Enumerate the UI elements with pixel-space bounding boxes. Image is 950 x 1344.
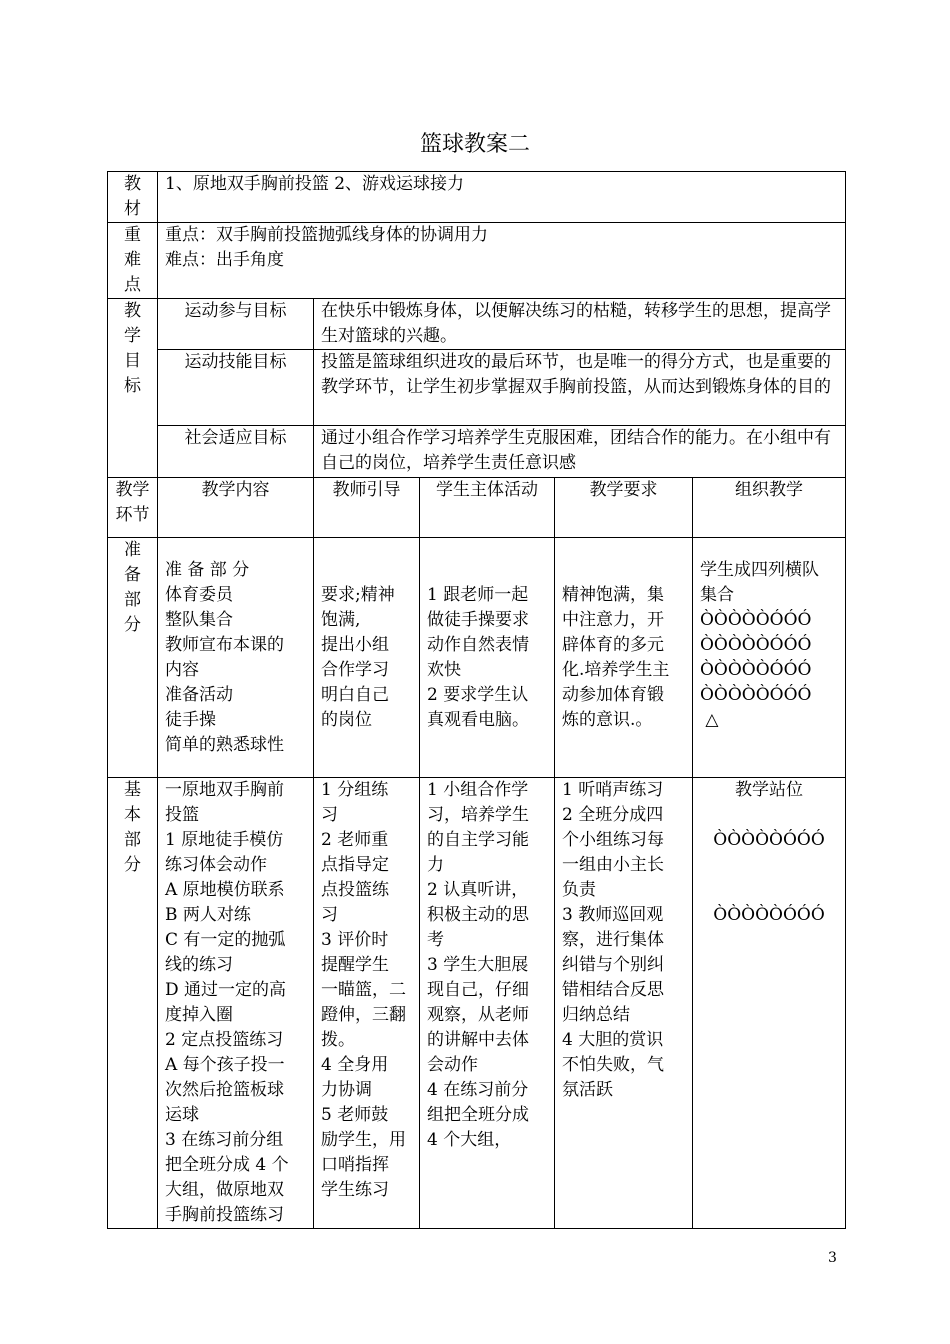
header-content: 教学内容 [158,478,314,538]
key-points-text: 重点：双手胸前投篮抛弧线身体的协调用力 难点：出手角度 [158,223,846,299]
material-label: 教 材 [108,172,158,223]
goal-row-social [108,426,846,478]
goal-row-participation [108,299,846,350]
basic-student: 1 小组合作学 习，培养学生 的自主学习能 力 2 认真听讲， 积极主动的思 考 3 学生大胆展 现自己，仔细 观察，从老师 的讲解中去体 会动作 4 在练习前分 组把全班分成 4 个大组， [420,778,555,1229]
prep-content: 准 备 部 分 体育委员 整队集合 教师宣布本课的 内容 准备活动 徒手操 简单的熟悉球性 [158,538,314,778]
page-number: 3 [828,1250,837,1266]
goal-text: 通过小组合作学习培养学生克服困难，团结合作的能力。在小组中有自己的岗位，培养学生责任意识感 [314,426,846,478]
basic-row [108,778,846,1229]
goal-text: 投篮是篮球组织进攻的最后环节，也是唯一的得分方式，也是重要的教学环节，让学生初步掌握双手胸前投篮，从而达到锻炼身体的目的 [314,350,846,426]
basic-organization [693,778,846,1229]
prep-requirement: 精神饱满，集 中注意力，开 辟体育的多元 化.培养学生主 动参加体育锻 炼的意识.。 [555,538,693,778]
teacher-position-marker: △ [700,710,719,730]
goal-name: 运动参与目标 [158,299,314,350]
key-points-row [108,223,846,299]
formation-row: ÒÒÒÒÒÓÓÓ [713,830,825,850]
prep-label: 准 备 部 分 [108,538,158,778]
basic-requirement: 1 听哨声练习 2 全班分成四 个小组练习每 一组由小主长 负责 3 教师巡回观 察，进行集体 纠错与个别纠 错相结合反思 归纳总结 4 大胆的赏识 不怕失败，气 氛活跃 [555,778,693,1229]
key-points-label: 重 难 点 [108,223,158,299]
material-text: 1、原地双手胸前投篮 2、游戏运球接力 [158,172,846,223]
header-teacher: 教师引导 [314,478,420,538]
lesson-plan-table [107,171,846,1229]
header-student: 学生主体活动 [420,478,555,538]
goal-row-skill [108,350,846,426]
formation-row: ÒÒÒÒÒÓÓÓ [700,610,812,630]
header-requirement: 教学要求 [555,478,693,538]
prep-teacher: 要求;精神 饱满, 提出小组 合作学习 明白自己 的岗位 [314,538,420,778]
organization-title: 教学站位 [735,780,804,800]
formation-row: ÒÒÒÒÒÓÓÓ [713,905,825,925]
prep-organization: 学生成四列横队 集合 ÒÒÒÒÒÓÓÓ ÒÒÒÒÒÓÓÓ ÒÒÒÒÒÓÓÓ ÒÒÒÒÒÓÓÓ △ [693,538,846,778]
prep-row [108,538,846,778]
formation-row: ÒÒÒÒÒÓÓÓ [700,660,812,680]
goal-name: 社会适应目标 [158,426,314,478]
prep-student: 1 跟老师一起 做徒手操要求 动作自然表情 欢快 2 要求学生认 真观看电脑。 [420,538,555,778]
teaching-goal-label: 教 学 目 标 [108,299,158,478]
document-title: 篮球教案二 [419,132,530,157]
goal-text: 在快乐中锻炼身体，以便解决练习的枯糙，转移学生的思想，提高学生对篮球的兴趣。 [314,299,846,350]
material-row [108,172,846,223]
table-header-row [108,478,846,538]
goal-name: 运动技能目标 [158,350,314,426]
basic-label: 基 本 部 分 [108,778,158,1229]
formation-row: ÒÒÒÒÒÓÓÓ [700,685,812,705]
header-stage: 教学 环节 [108,478,158,538]
header-organization: 组织教学 [693,478,846,538]
basic-teacher: 1 分组练 习 2 老师重 点指导定 点投篮练 习 3 评价时 提醒学生 一瞄篮，二 蹬伸，三翻 拨。 4 全身用 力协调 5 老师鼓 励学生，用 口哨指挥 学生练习 [314,778,420,1229]
basic-content: 一原地双手胸前 投篮 1 原地徒手模仿 练习体会动作 A 原地模仿联系 B 两人对练 C 有一定的抛弧 线的练习 D 通过一定的高 度掉入圈 2 定点投篮练习 A 每个孩子投一 次然后抢篮板球 运球 3 在练习前分组 把全班分成 4 个 大组，做原地双 手胸前投篮练习 [158,778,314,1229]
formation-row: ÒÒÒÒÒÓÓÓ [700,635,812,655]
